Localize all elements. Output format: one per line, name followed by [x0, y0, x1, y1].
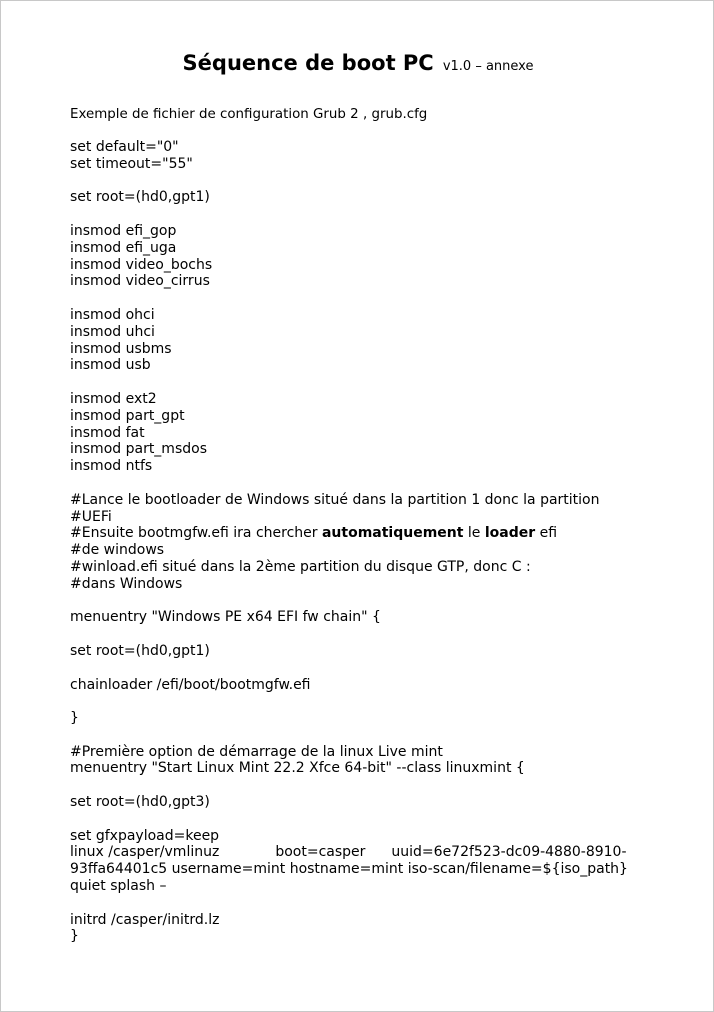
code-line: menuentry "Windows PE x64 EFI fw chain" {: [70, 609, 381, 626]
version-label: v1.0 – annexe: [442, 59, 534, 74]
code-line: insmod video_cirrus: [70, 273, 210, 290]
code-line: insmod part_gpt: [70, 407, 185, 424]
code-line: insmod ext2: [70, 390, 157, 407]
code-line: insmod uhci: [70, 323, 155, 340]
code-line: set root=(hd0,gpt1): [70, 642, 210, 659]
comment-line: #dans Windows: [70, 575, 183, 592]
code-line: set default="0": [70, 139, 179, 155]
title-text: Séquence de boot PC: [182, 51, 434, 75]
comment-text: efi: [535, 525, 558, 542]
comment-text: #Ensuite bootmgfw.efi ira chercher: [70, 525, 322, 542]
code-line: insmod ntfs: [70, 458, 153, 475]
bold-keyword: automatiquement: [321, 525, 464, 542]
comment-line: #UEFi: [70, 508, 112, 525]
code-line: initrd /casper/initrd.lz: [70, 911, 220, 928]
code-text: linux /casper/vmlinuz: [70, 844, 220, 861]
code-text: boot=casper: [275, 844, 366, 861]
code-line: }: [70, 928, 79, 945]
code-line: set root=(hd0,gpt3): [70, 794, 210, 811]
code-line: insmod efi_gop: [70, 222, 177, 239]
comment-line: #winload.efi situé dans la 2ème partition du disque GTP, donc C :: [70, 558, 531, 575]
code-line: set root=(hd0,gpt1): [70, 189, 210, 206]
comment-line: #Première option de démarrage de la linux Live mint: [70, 743, 443, 760]
code-line: insmod usb: [70, 357, 151, 374]
bold-keyword: loader: [484, 525, 536, 542]
code-line: set timeout="55": [70, 155, 193, 172]
code-line: insmod video_bochs: [70, 256, 213, 273]
page-title: [1, 51, 714, 75]
code-line: insmod ohci: [70, 306, 155, 323]
comment-line: #de windows: [70, 542, 165, 559]
code-line: insmod fat: [70, 424, 145, 441]
code-line: menuentry "Start Linux Mint 22.2 Xfce 64-bit" --class linuxmint {: [70, 760, 525, 777]
comment-line: [70, 525, 660, 542]
code-line: insmod usbms: [70, 340, 172, 357]
code-line: insmod part_msdos: [70, 441, 207, 458]
grub-config-listing: [70, 139, 660, 945]
code-line: chainloader /efi/boot/bootmgfw.efi: [70, 676, 311, 693]
code-line: quiet splash –: [70, 878, 167, 895]
code-line: }: [70, 710, 79, 727]
code-text: uuid=6e72f523-dc09-4880-8910-: [391, 844, 627, 861]
code-line: 93ffa64401c5 username=mint hostname=mint iso-scan/filename=${iso_path}: [70, 861, 628, 878]
comment-line: #Lance le bootloader de Windows situé dans la partition 1 donc la partition: [70, 491, 600, 508]
code-line: insmod efi_uga: [70, 239, 177, 256]
code-line: set gfxpayload=keep: [70, 827, 220, 844]
code-line: [70, 844, 660, 861]
intro-text: Exemple de fichier de configuration Grub 2 , grub.cfg: [70, 107, 428, 122]
comment-text: le: [463, 525, 485, 542]
